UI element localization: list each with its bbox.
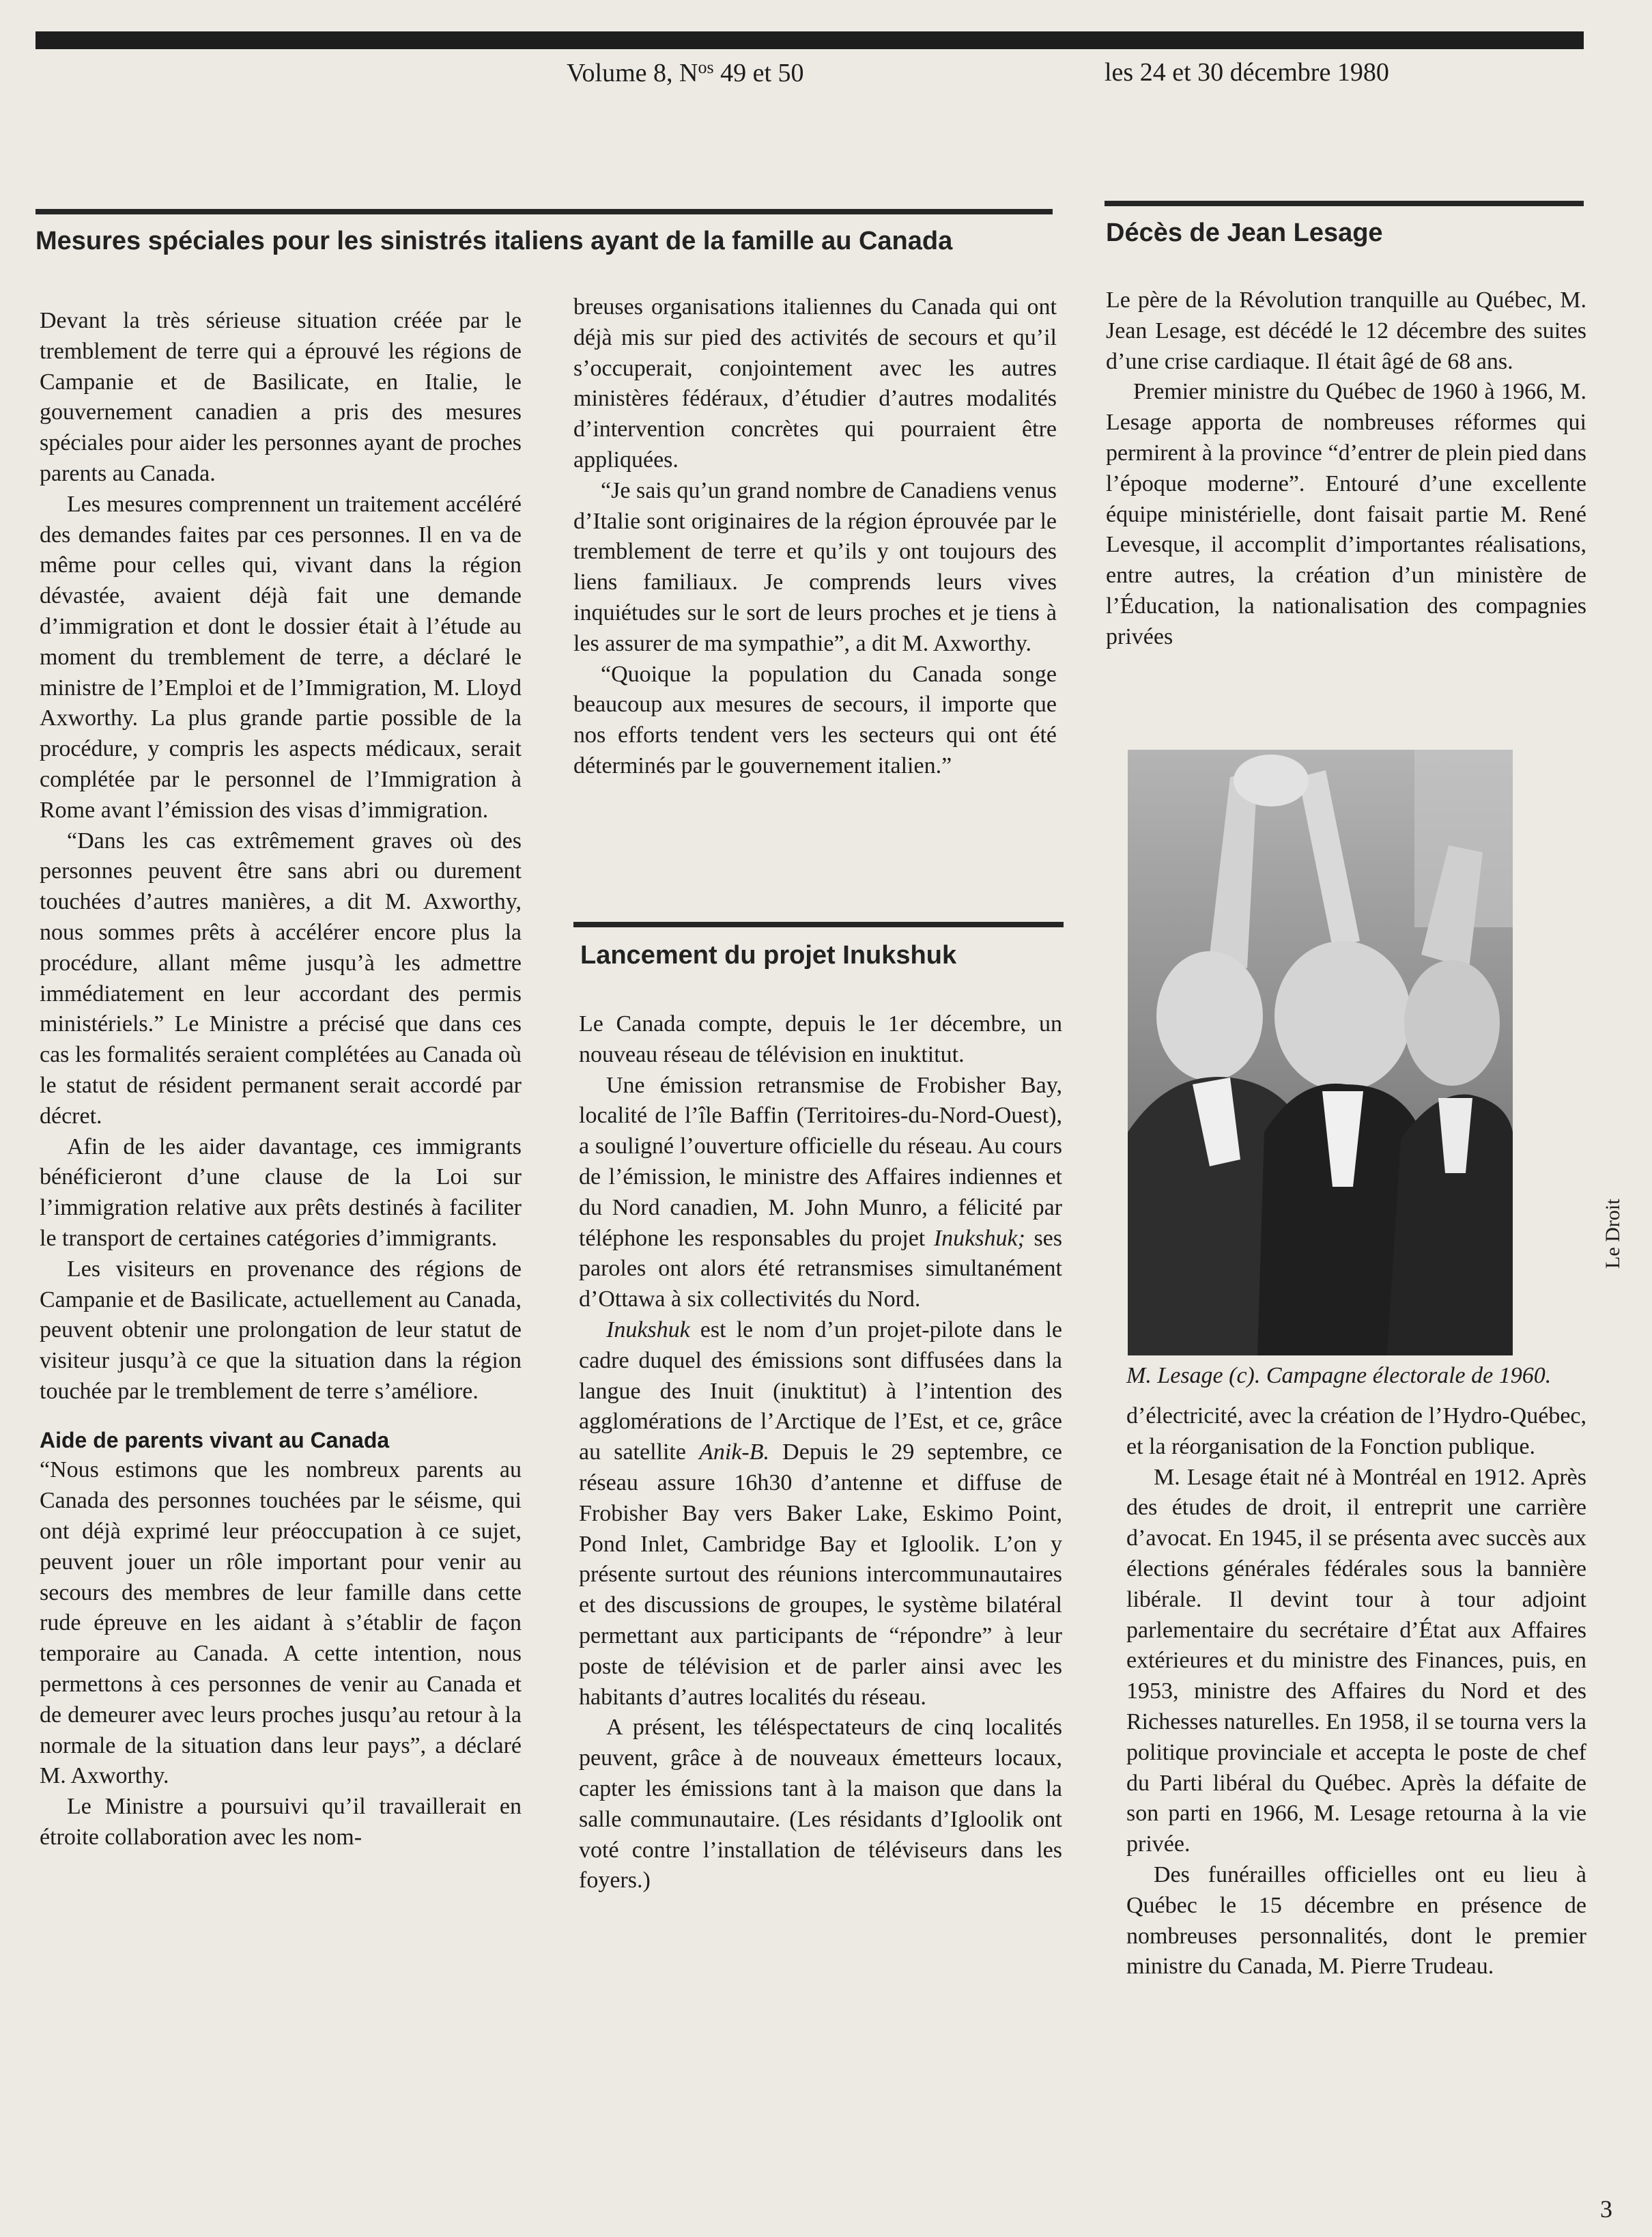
lesage-campaign-photo [1128,750,1513,1355]
paragraph: “Je sais qu’un grand nombre de Canadiens venus d’Italie sont originaires de la région éprouvée par le tremblement de terre et qu’ils y ont toujours des liens familiaux. Je comprends leurs vives inquiétudes sur le sort de leurs proches et je tiens à les assurer de ma sympathie”, a dit M. Axworthy. [573,477,1057,656]
article2-rule [573,922,1064,927]
article1-title: Mesures spéciales pour les sinistrés italiens ayant de la famille au Canada [35,227,953,255]
article2-title: Lancement du projet Inukshuk [580,941,957,970]
article3-rule [1105,201,1584,206]
paragraph: d’électricité, avec la création de l’Hydro-Québec, et la réorganisation de la Fonction publique. [1126,1403,1586,1459]
article1-rule [35,209,1053,214]
photo-caption: M. Lesage (c). Campagne électorale de 1960. [1126,1363,1552,1388]
article3-column-top [1106,285,1586,653]
article1-column1 [40,306,522,1853]
paragraph: Une émission retransmise de Frobisher Bay, localité de l’île Baffin (Territoires-du-Nord-Ouest), a souligné l’ouverture officielle du réseau. Au cours de l’émission, le ministre des Affaires indiennes et du Nord canadien, M. John Munro, a félicité par téléphone les responsables du projet Inukshuk; ses paroles ont alors été retransmises simultanément d’Ottawa à six collectivités du Nord. [579,1072,1062,1312]
paragraph: A présent, les téléspectateurs de cinq localités peuvent, grâce à de nouveaux émetteurs locaux, capter les émissions tant à la maison que dans la salle communautaire. (Les résidants d’Igloolik ont voté contre l’installation de téléviseurs dans les foyers.) [579,1715,1062,1894]
article2-column [579,1009,1062,1896]
article3-title: Décès de Jean Lesage [1106,219,1383,247]
paragraph: Devant la très sérieuse situation créée par le tremblement de terre qui a éprouvé les régions de Campanie et de Basilicate, en Italie, le gouvernement canadien a pris des mesures spéciales pour aider les personnes ayant de proches parents au Canada. [40,308,522,486]
paragraph: Les mesures comprennent un traitement accéléré des demandes faites par ces personnes. Il en va de même pour celles qui, vivant dans la région dévastée, avaient déjà fait une demande d’immigration et dont le dossier était à l’étude au moment du tremblement de terre, a déclaré le ministre de l’Emploi et de l’Immigration, M. Lloyd Axworthy. La plus grande partie possible de la procédure, y compris les aspects médicaux, serait complétée par le personnel de l’Immigration à Rome avant l’émission des visas d’immigration. [40,491,522,823]
photo-credit: Le Droit [1601,1198,1624,1269]
article3-column-bottom [1126,1401,1586,1982]
paragraph: Les visiteurs en provenance des régions de Campanie et de Basilicate, actuellement au Canada, peuvent obtenir une prolongation de leur statut de visiteur jusqu’à ce que la situation dans la région touchée par le tremblement de terre s’améliore. [40,1256,522,1404]
paragraph: M. Lesage était né à Montréal en 1912. Après des études de droit, il entreprit une carrière d’avocat. En 1945, il se présenta avec succès aux élections générales fédérales sous la bannière libérale. Il devint tour à tour adjoint parlementaire du secrétaire d’État aux Affaires extérieures et du ministre des Finances, puis, en 1953, ministre des Affaires du Nord et des Richesses naturelles. En 1958, il se tourna vers la politique provinciale et accepta le poste de chef du Parti libéral du Québec. Après la défaite de son parti en 1966, M. Lesage retourna à la vie privée. [1126,1464,1586,1857]
subheading: Aide de parents vivant au Canada [40,1427,390,1452]
paragraph: Des funérailles officielles ont eu lieu à Québec le 15 décembre en présence de nombreuses personnalités, dont le premier ministre du Canada, M. Pierre Trudeau. [1126,1861,1586,1980]
page-number: 3 [1600,2195,1612,2223]
paragraph: Afin de les aider davantage, ces immigrants bénéficieront d’une clause de la Loi sur l’immigration relative aux prêts destinés à faciliter le transport de certaines catégories d’immigrants. [40,1134,522,1251]
paragraph: Le Ministre a poursuivi qu’il travaillerait en étroite collaboration avec les nom- [40,1794,522,1851]
paragraph: “Nous estimons que les nombreux parents au Canada des personnes touchées par le séisme, qui ont déjà exprimé leur préoccupation à ce sujet, peuvent jouer un rôle important pour venir au secours des membres de leur famille dans cette rude épreuve en les aidant à s’établir de façon temporaire au Canada. A cette intention, nous permettons à ces personnes de venir au Canada et de demeurer avec leurs proches jusqu’au retour à la normale de la situation dans leur pays”, a déclaré M. Axworthy. [40,1457,522,1789]
issue-volume: Volume 8, $N^{os}$ 49 et 50 [567,57,804,87]
paragraph: breuses organisations italiennes du Canada qui ont déjà mis sur pied des activités de secours et qu’il s’occuperait, conjointement avec les autres ministères fédéraux, d’étudier d’autres modalités d’intervention concrètes qui pourraient être appliquées. [573,294,1057,473]
paragraph: Le Canada compte, depuis le 1er décembre, un nouveau réseau de télévision en inuktitut. [579,1011,1062,1067]
paragraph: Premier ministre du Québec de 1960 à 1966, M. Lesage apporta de nombreuses réformes qui permirent à la province “d’entrer de plein pied dans l’époque moderne”. Entouré d’une excellente équipe ministérielle, dont faisait partie M. René Levesque, il accomplit d’importantes réalisations, entre autres, la création d’un ministère de l’Éducation, la nationalisation des compagnies privées [1106,379,1586,649]
issue-date: les 24 et 30 décembre 1980 [1105,58,1389,87]
paragraph: “Dans les cas extrêmement graves où des personnes peuvent être sans abri ou durement touchées d’autres manières, a dit M. Axworthy, nous sommes prêts à accélérer encore plus la procédure, allant même jusqu’à les admettre immédiatement en leur accordant des permis ministériels.” Le Ministre a précisé que dans ces cas les formalités seraient complétées au Canada où le statut de résident permanent serait accordé par décret. [40,828,522,1129]
paragraph: “Quoique la population du Canada songe beaucoup aux mesures de secours, il importe que nos efforts tendent vers les secteurs qui ont été déterminés par le gouvernement italien.” [573,661,1057,778]
paragraph: Inukshuk est le nom d’un projet-pilote dans le cadre duquel des émissions sont diffusées dans la langue des Inuit (inuktitut) à l’intention des agglomérations de l’Arctique de l’Est, et ce, grâce au satellite Anik-B. Depuis le 29 septembre, ce réseau assure 16h30 d’antenne et diffuse de Frobisher Bay vers Baker Lake, Eskimo Point, Pond Inlet, Cambridge Bay et Igloolik. L’on y présente surtout des réunions intercommunautaires et des discussions de groupes, le système bilatéral permettant aux participants de “répondre” à leur poste de télévision et de parler ainsi avec les habitants d’autres localités du réseau. [579,1317,1063,1710]
article1-column2 [573,292,1057,782]
paragraph: Le père de la Révolution tranquille au Québec, M. Jean Lesage, est décédé le 12 décembre des suites d’une crise cardiaque. Il était âgé de 68 ans. [1106,287,1586,374]
header-rule [35,31,1584,49]
